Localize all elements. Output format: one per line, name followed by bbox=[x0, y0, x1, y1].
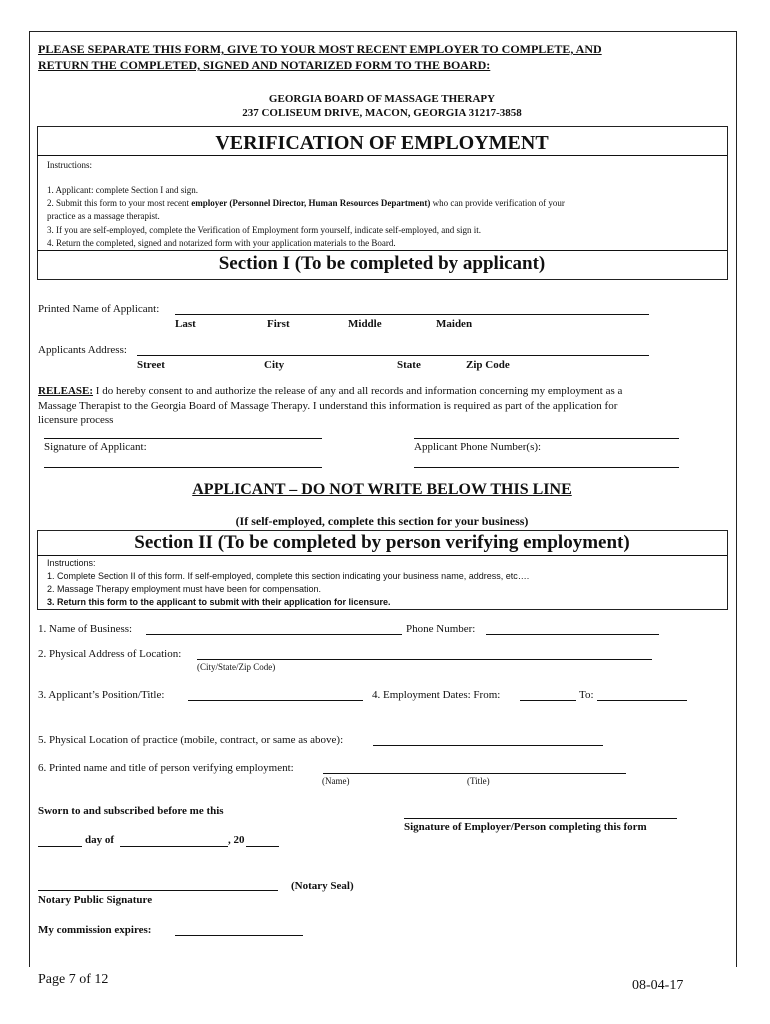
form-version-date: 08-04-17 bbox=[632, 978, 684, 993]
employer-signature-label: Signature of Employer/Person completing this form bbox=[404, 821, 647, 833]
page-number: Page 7 of 12 bbox=[38, 972, 109, 987]
name-sub-first: First bbox=[267, 318, 290, 330]
verifier-sub-name: (Name) bbox=[322, 776, 350, 786]
address-sub-city: City bbox=[264, 359, 285, 371]
board-name: GEORGIA BOARD OF MASSAGE THERAPY bbox=[268, 93, 496, 105]
employer-signature-line[interactable] bbox=[404, 818, 677, 819]
applicant-signature-line[interactable] bbox=[44, 438, 322, 439]
commission-expires-line[interactable] bbox=[175, 935, 303, 936]
title-divider bbox=[37, 155, 727, 156]
page-title: VERIFICATION OF EMPLOYMENT bbox=[215, 132, 549, 154]
applicant-phone-label: Applicant Phone Number(s): bbox=[414, 441, 542, 453]
day-line[interactable] bbox=[38, 846, 82, 847]
practice-location-label: 5. Physical Location of practice (mobile, contract, or same as above): bbox=[38, 734, 344, 746]
do-not-write-notice: APPLICANT – DO NOT WRITE BELOW THIS LINE bbox=[192, 481, 572, 498]
physical-address-line[interactable] bbox=[197, 659, 652, 660]
name-sub-maiden: Maiden bbox=[436, 318, 473, 330]
name-sub-middle: Middle bbox=[348, 318, 382, 330]
self-employed-notice: (If self-employed, complete this section for your business) bbox=[235, 514, 529, 528]
instruction-item-2-post: who can provide verification of your bbox=[430, 198, 565, 208]
physical-address-sub: (City/State/Zip Code) bbox=[197, 662, 276, 672]
address-sub-state: State bbox=[397, 359, 421, 371]
release-label: RELEASE: bbox=[38, 385, 94, 397]
applicant-address-line[interactable] bbox=[137, 355, 649, 356]
section2-title-divider bbox=[37, 555, 727, 556]
notary-seal-label: (Notary Seal) bbox=[291, 880, 354, 892]
address-sub-street: Street bbox=[137, 359, 165, 371]
practice-location-line[interactable] bbox=[373, 745, 603, 746]
applicant-name-label: Printed Name of Applicant: bbox=[38, 303, 160, 315]
release-line-1 bbox=[38, 385, 622, 397]
business-name-line[interactable] bbox=[146, 634, 402, 635]
instruction-item-2-bold: employer (Personnel Director, Human Resources Department) bbox=[191, 198, 431, 208]
section1-title: Section I (To be completed by applicant) bbox=[218, 253, 546, 274]
applicant-address-label: Applicants Address: bbox=[38, 344, 127, 356]
separate-form-notice-line2: RETURN THE COMPLETED, SIGNED AND NOTARIZED FORM TO THE BOARD: bbox=[38, 58, 491, 72]
applicant-signature-line-2[interactable] bbox=[44, 467, 322, 468]
verifier-sub-title: (Title) bbox=[467, 776, 490, 786]
instruction-item-3: 3. If you are self-employed, complete the Verification of Employment form yourself, indicate self-employed, and sign it. bbox=[47, 225, 481, 235]
release-text-1: I do hereby consent to and authorize the release of any and all records and information concerning my employment as a bbox=[93, 385, 623, 397]
applicant-signature-label: Signature of Applicant: bbox=[44, 441, 147, 453]
release-line-3: licensure process bbox=[38, 414, 114, 426]
employment-from-line[interactable] bbox=[520, 700, 576, 701]
applicant-phone-line-2[interactable] bbox=[414, 467, 679, 468]
day-of-label: day of bbox=[85, 834, 115, 846]
instruction-item-2-cont: practice as a massage therapist. bbox=[47, 211, 160, 221]
business-phone-label: Phone Number: bbox=[406, 623, 476, 635]
applicant-phone-line[interactable] bbox=[414, 438, 679, 439]
instruction-item-2 bbox=[47, 198, 565, 208]
business-phone-line[interactable] bbox=[486, 634, 659, 635]
month-line[interactable] bbox=[120, 846, 228, 847]
year-line[interactable] bbox=[246, 846, 279, 847]
section2-title: Section II (To be completed by person verifying employment) bbox=[134, 532, 630, 553]
position-label: 3. Applicant’s Position/Title: bbox=[38, 689, 165, 701]
section1-title-divider bbox=[37, 250, 727, 251]
physical-address-label: 2. Physical Address of Location: bbox=[38, 648, 182, 660]
employment-dates-label: 4. Employment Dates: From: bbox=[372, 689, 501, 701]
address-sub-zip: Zip Code bbox=[466, 359, 510, 371]
separate-form-notice-line1: PLEASE SEPARATE THIS FORM, GIVE TO YOUR MOST RECENT EMPLOYER TO COMPLETE, AND bbox=[38, 42, 602, 56]
section2-instructions-heading: Instructions: bbox=[47, 558, 96, 568]
instructions-heading: Instructions: bbox=[47, 160, 92, 170]
instruction-item-1: 1. Applicant: complete Section I and sign. bbox=[47, 185, 198, 195]
employment-to-label: To: bbox=[579, 689, 594, 701]
applicant-name-line[interactable] bbox=[175, 314, 649, 315]
year-prefix: , 20 bbox=[228, 834, 245, 846]
instruction-item-2-pre: 2. Submit this form to your most recent bbox=[47, 198, 192, 208]
board-address: 237 COLISEUM DRIVE, MACON, GEORGIA 31217-3858 bbox=[242, 107, 522, 119]
instruction-item-4: 4. Return the completed, signed and notarized form with your application materials to the Board. bbox=[47, 238, 396, 248]
sworn-statement: Sworn to and subscribed before me this bbox=[38, 805, 224, 817]
section2-instruction-2: 2. Massage Therapy employment must have been for compensation. bbox=[47, 584, 321, 594]
position-line[interactable] bbox=[188, 700, 363, 701]
verifier-label: 6. Printed name and title of person verifying employment: bbox=[38, 762, 294, 774]
section2-instruction-3: 3. Return this form to the applicant to submit with their application for licensure. bbox=[47, 597, 391, 607]
notary-signature-label: Notary Public Signature bbox=[38, 894, 153, 906]
business-name-label: 1. Name of Business: bbox=[38, 623, 133, 635]
employment-to-line[interactable] bbox=[597, 700, 687, 701]
section2-instruction-1: 1. Complete Section II of this form. If self-employed, complete this section indicating your business name, address, etc…. bbox=[47, 571, 530, 581]
release-line-2: Massage Therapist to the Georgia Board of Massage Therapy. I understand this information is required as part of the application for bbox=[38, 400, 618, 412]
name-sub-last: Last bbox=[175, 318, 196, 330]
commission-expires-label: My commission expires: bbox=[38, 924, 152, 936]
notary-signature-line[interactable] bbox=[38, 890, 278, 891]
verifier-line[interactable] bbox=[323, 773, 626, 774]
